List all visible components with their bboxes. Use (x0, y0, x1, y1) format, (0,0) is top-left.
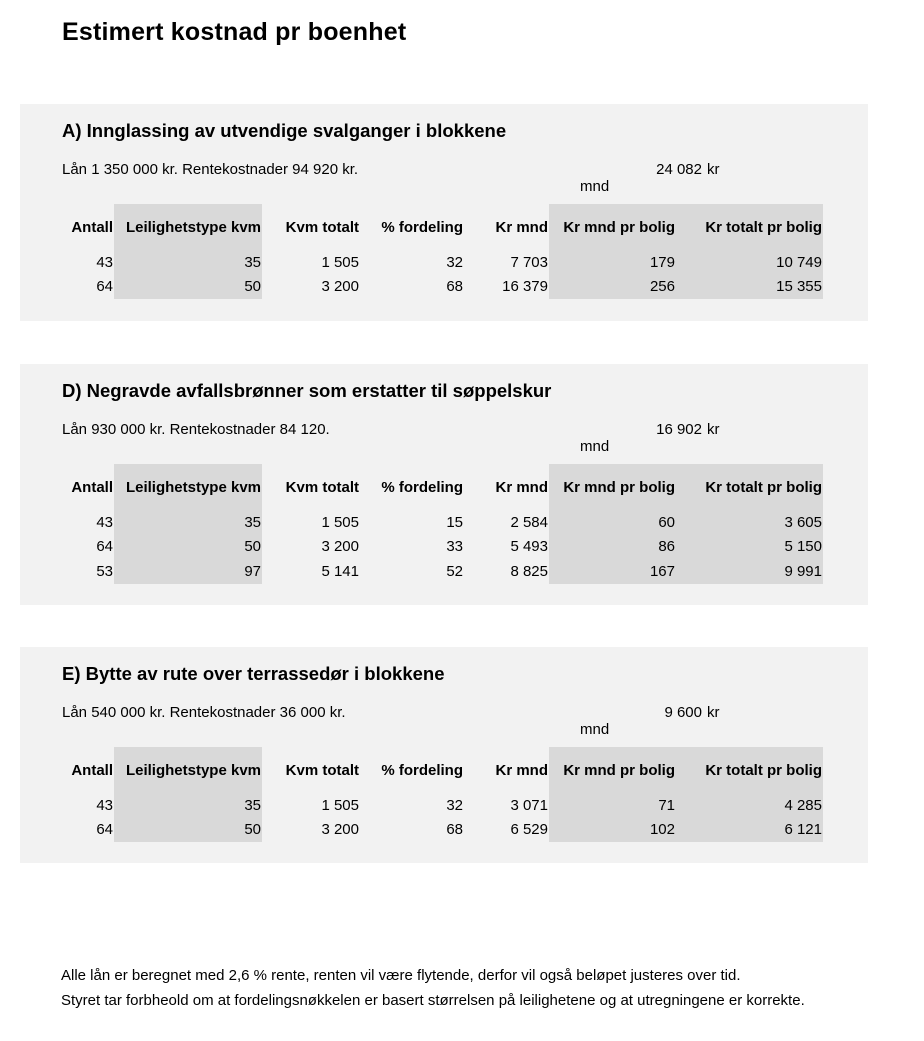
section-heading: E) Bytte av rute over terrassedør i blokkene (62, 663, 445, 684)
loan-text: Lån 540 000 kr. Rentekostnader 36 000 kr. (62, 704, 346, 721)
cell-leilighetstype: 50 (114, 535, 262, 560)
cell-fordeling: 68 (446, 821, 463, 839)
footer-note-disclaimer: Styret tar forbheold om at fordelingsnøkkelen er basert størrelsen på leilighetene og at utregningene er korrekte. (61, 992, 805, 1009)
cell-leilighetstype: 50 (114, 818, 262, 843)
cell-leilighetstype: 35 (114, 510, 262, 535)
col-header-kr-totalt-pr-bolig: Kr totalt pr bolig (676, 747, 823, 793)
cell-kr-mnd-pr-bolig: 60 (549, 510, 676, 535)
cell-antall: 64 (96, 538, 113, 556)
cell-kr-mnd-pr-bolig: 167 (549, 559, 676, 584)
table-row (61, 793, 823, 818)
col-header-kr-totalt-pr-bolig: Kr totalt pr bolig (676, 204, 823, 250)
table-row (61, 510, 823, 535)
cell-antall: 64 (96, 278, 113, 296)
cell-kvm-totalt: 1 505 (321, 513, 359, 531)
footer-notes (61, 963, 805, 1013)
col-header-kr-mnd: Kr mnd (495, 478, 548, 496)
table-header-row (61, 464, 823, 510)
cell-kr-mnd: 16 379 (502, 278, 548, 296)
cell-kr-mnd: 2 584 (510, 513, 548, 531)
cell-kr-mnd-pr-bolig: 86 (549, 535, 676, 560)
col-header-kr-mnd-pr-bolig: Kr mnd pr bolig (549, 464, 676, 510)
cell-kr-totalt-pr-bolig: 9 991 (676, 559, 823, 584)
cell-kvm-totalt: 3 200 (321, 278, 359, 296)
cell-kr-mnd-pr-bolig: 179 (549, 250, 676, 275)
cell-kr-totalt-pr-bolig: 5 150 (676, 535, 823, 560)
cell-kr-mnd-pr-bolig: 102 (549, 818, 676, 843)
col-header-kr-mnd: Kr mnd (495, 761, 548, 779)
monthly-cost-value: 9 600 (664, 704, 702, 721)
table-row (61, 250, 823, 275)
cell-leilighetstype: 50 (114, 275, 262, 300)
col-header-kvm-totalt: Kvm totalt (285, 478, 359, 496)
cell-kr-totalt-pr-bolig: 10 749 (676, 250, 823, 275)
col-header-antall: Antall (71, 761, 113, 779)
section-heading: D) Negravde avfallsbrønner som erstatter til søppelskur (62, 380, 552, 401)
loan-text: Lån 930 000 kr. Rentekostnader 84 120. (62, 421, 330, 438)
cell-antall: 43 (96, 796, 113, 814)
cell-antall: 64 (96, 821, 113, 839)
col-header-leilighetstype: Leilighetstype kvm (114, 204, 262, 250)
col-header-kvm-totalt: Kvm totalt (285, 218, 359, 236)
monthly-cost-unit: kr mnd (580, 161, 720, 195)
cell-kr-totalt-pr-bolig: 6 121 (676, 818, 823, 843)
col-header-antall: Antall (71, 218, 113, 236)
cell-kr-mnd: 6 529 (510, 821, 548, 839)
cell-kr-mnd: 8 825 (510, 562, 548, 580)
cell-kr-mnd: 3 071 (510, 796, 548, 814)
col-header-kr-mnd-pr-bolig: Kr mnd pr bolig (549, 747, 676, 793)
col-header-kr-mnd: Kr mnd (495, 218, 548, 236)
col-header-antall: Antall (71, 478, 113, 496)
table-row (61, 535, 823, 560)
cell-kr-mnd: 5 493 (510, 538, 548, 556)
monthly-cost-unit: kr mnd (580, 704, 720, 738)
table-row (61, 559, 823, 584)
footer-note-interest: Alle lån er beregnet med 2,6 % rente, renten vil være flytende, derfor vil også beløpet justeres over tid. (61, 967, 741, 984)
cell-antall: 43 (96, 513, 113, 531)
monthly-cost-value: 16 902 (656, 421, 702, 438)
cell-kvm-totalt: 3 200 (321, 821, 359, 839)
cell-leilighetstype: 35 (114, 250, 262, 275)
cell-fordeling: 68 (446, 278, 463, 296)
col-header-leilighetstype: Leilighetstype kvm (114, 464, 262, 510)
section-e (20, 647, 868, 863)
col-header-kvm-totalt: Kvm totalt (285, 761, 359, 779)
col-header-leilighetstype: Leilighetstype kvm (114, 747, 262, 793)
col-header-kr-totalt-pr-bolig: Kr totalt pr bolig (676, 464, 823, 510)
monthly-cost (580, 161, 740, 195)
cell-kvm-totalt: 3 200 (321, 538, 359, 556)
cell-fordeling: 32 (446, 796, 463, 814)
col-header-fordeling: % fordeling (381, 478, 463, 496)
cell-antall: 43 (96, 253, 113, 271)
monthly-cost-value: 24 082 (656, 161, 702, 178)
monthly-cost (580, 421, 740, 455)
page-title: Estimert kostnad pr boenhet (62, 18, 407, 46)
table-row (61, 818, 823, 843)
loan-text: Lån 1 350 000 kr. Rentekostnader 94 920 kr. (62, 161, 359, 178)
cell-fordeling: 15 (446, 513, 463, 531)
cell-kvm-totalt: 1 505 (321, 796, 359, 814)
col-header-fordeling: % fordeling (381, 218, 463, 236)
cell-kr-mnd-pr-bolig: 71 (549, 793, 676, 818)
cell-fordeling: 33 (446, 538, 463, 556)
monthly-cost (580, 704, 740, 738)
section-heading: A) Innglassing av utvendige svalganger i blokkene (62, 120, 507, 141)
section-d (20, 364, 868, 605)
cell-kr-mnd-pr-bolig: 256 (549, 275, 676, 300)
table-header-row (61, 204, 823, 250)
cell-leilighetstype: 97 (114, 559, 262, 584)
cost-table (61, 747, 823, 842)
col-header-kr-mnd-pr-bolig: Kr mnd pr bolig (549, 204, 676, 250)
cell-kr-mnd: 7 703 (510, 253, 548, 271)
section-a (20, 104, 868, 321)
cost-table (61, 204, 823, 299)
cell-fordeling: 32 (446, 253, 463, 271)
monthly-cost-unit: kr mnd (580, 421, 720, 455)
col-header-fordeling: % fordeling (381, 761, 463, 779)
cell-antall: 53 (96, 562, 113, 580)
table-row (61, 275, 823, 300)
table-header-row (61, 747, 823, 793)
cost-table (61, 464, 823, 584)
cell-fordeling: 52 (446, 562, 463, 580)
cell-leilighetstype: 35 (114, 793, 262, 818)
cell-kr-totalt-pr-bolig: 4 285 (676, 793, 823, 818)
cell-kvm-totalt: 5 141 (321, 562, 359, 580)
cell-kr-totalt-pr-bolig: 3 605 (676, 510, 823, 535)
cell-kvm-totalt: 1 505 (321, 253, 359, 271)
cell-kr-totalt-pr-bolig: 15 355 (676, 275, 823, 300)
